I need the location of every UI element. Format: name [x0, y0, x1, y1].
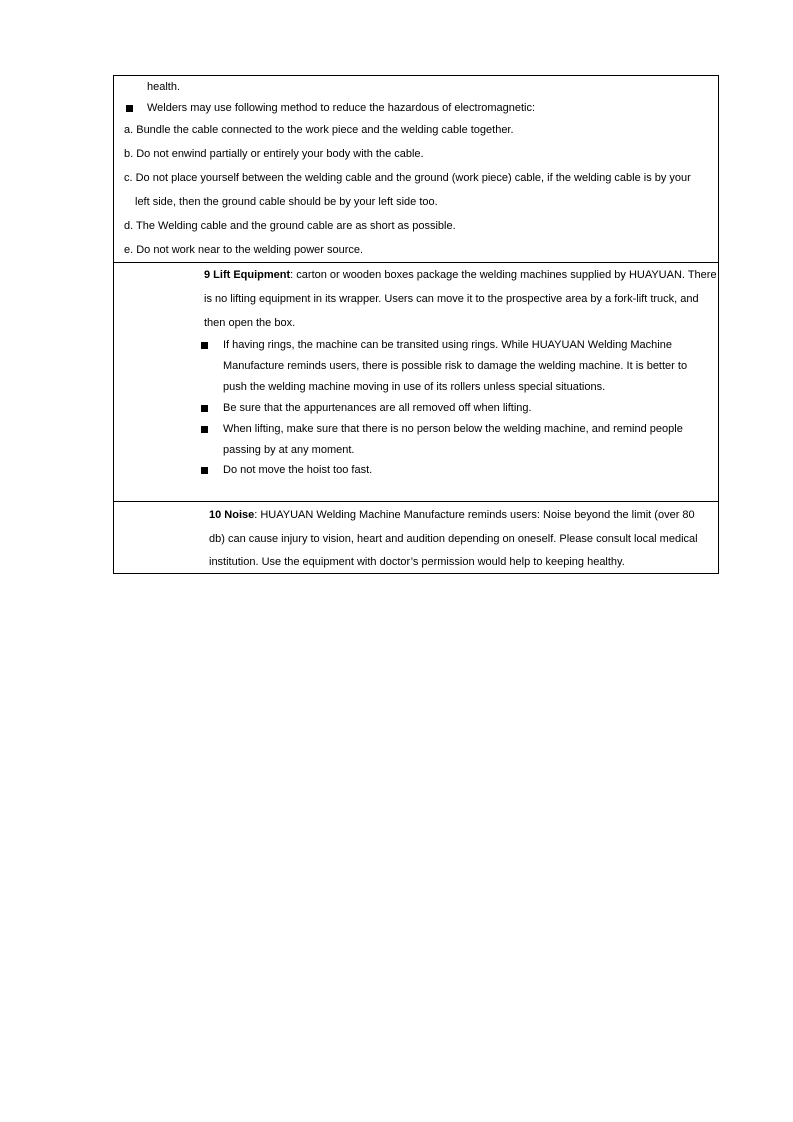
noise-line3: institution. Use the equipment with doctor’s permission would help to keeping healthy.	[209, 556, 625, 568]
emf-item-e: e. Do not work near to the welding power source.	[124, 244, 364, 256]
safety-table	[113, 75, 719, 574]
square-bullet-icon	[201, 426, 208, 433]
square-bullet-icon	[201, 405, 208, 412]
emf-bullet-text: Welders may use following method to reduce the hazardous of electromagnetic:	[147, 102, 536, 114]
lift-heading: 9 Lift Equipment	[204, 269, 291, 281]
lift-intro-line1	[204, 268, 717, 282]
lift-section	[114, 262, 718, 501]
lift-bullet3-line2: passing by at any moment.	[223, 444, 355, 456]
noise-line1-text: : HUAYUAN Welding Machine Manufacture reminds users: Noise beyond the limit (over 80	[254, 509, 695, 521]
noise-line2: db) can cause injury to vision, heart and audition depending on oneself. Please consult local medical	[209, 533, 698, 545]
emf-item-a: a. Bundle the cable connected to the work piece and the welding cable together.	[124, 124, 514, 136]
lift-bullet1-line1: If having rings, the machine can be transited using rings. While HUAYUAN Welding Machine	[223, 339, 672, 351]
emf-continuation: health.	[147, 81, 181, 93]
emf-section	[114, 76, 718, 262]
lift-intro-line2: is no lifting equipment in its wrapper. Users can move it to the prospective area by a fork-lift truck, and	[204, 293, 699, 305]
lift-bullet4: Do not move the hoist too fast.	[223, 464, 373, 476]
emf-item-c-line1: c. Do not place yourself between the welding cable and the ground (work piece) cable, if the welding cable is by your	[124, 172, 691, 184]
noise-section	[114, 501, 718, 573]
lift-intro-line3: then open the box.	[204, 317, 296, 329]
lift-bullet3-line1: When lifting, make sure that there is no person below the welding machine, and remind people	[223, 423, 683, 435]
emf-item-c-line2: left side, then the ground cable should be by your left side too.	[135, 196, 438, 208]
emf-item-b: b. Do not enwind partially or entirely your body with the cable.	[124, 148, 424, 160]
lift-intro-text: : carton or wooden boxes package the welding machines supplied by HUAYUAN. There	[290, 269, 717, 281]
noise-heading: 10 Noise	[209, 509, 255, 521]
noise-line1	[209, 508, 695, 522]
square-bullet-icon	[126, 105, 133, 112]
lift-bullet1-line3: push the welding machine moving in use of its rollers unless special situations.	[223, 381, 606, 393]
lift-bullet1-line2: Manufacture reminds users, there is possible risk to damage the welding machine. It is better to	[223, 360, 688, 372]
emf-item-d: d. The Welding cable and the ground cable are as short as possible.	[124, 220, 456, 232]
lift-bullet2: Be sure that the appurtenances are all removed off when lifting.	[223, 402, 532, 414]
square-bullet-icon	[201, 342, 208, 349]
square-bullet-icon	[201, 467, 208, 474]
